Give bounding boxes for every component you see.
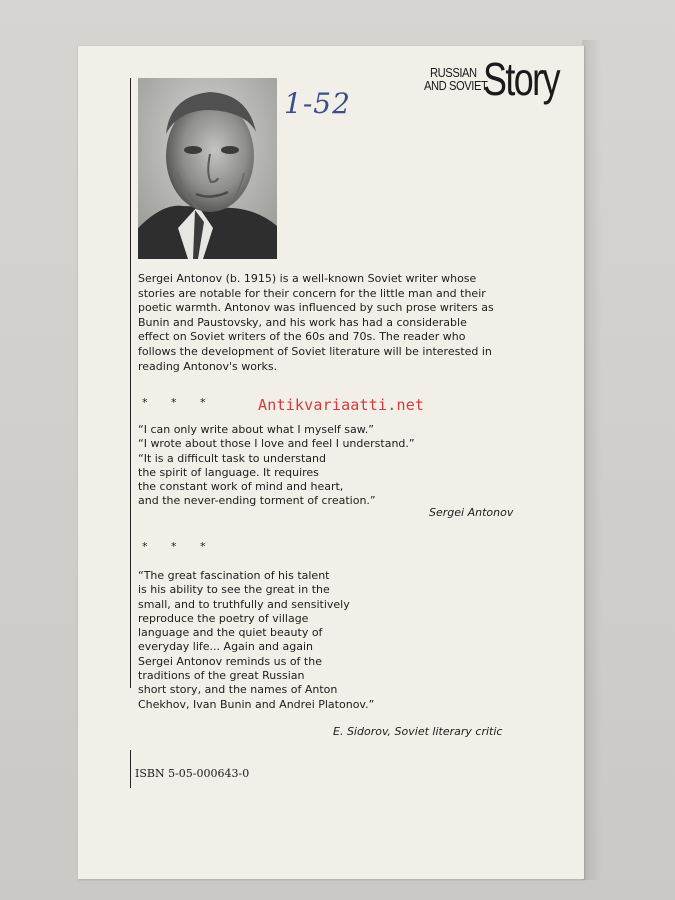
vertical-rule-bottom — [130, 750, 131, 788]
quote-line: reproduce the poetry of village — [138, 611, 309, 625]
bio-line: Sergei Antonov (b. 1915) is a well-known Soviet writer whose — [138, 272, 477, 285]
quote-line: and the never-ending torment of creation.” — [138, 494, 376, 508]
series-logo — [424, 48, 580, 108]
author-biography — [138, 272, 533, 374]
quote-line: “I wrote about those I love and feel I understand.” — [138, 437, 415, 451]
quote-line: is his ability to see the great in the — [138, 583, 330, 597]
logo-and-soviet-text: AND SOVIET — [424, 78, 488, 93]
handwritten-price-note: 1-52 — [284, 87, 351, 120]
bio-line: Bunin and Paustovsky, and his work has had a considerable — [138, 315, 467, 329]
critic-quote — [138, 569, 408, 712]
quote-line: Sergei Antonov reminds us of the — [138, 654, 322, 668]
quote-line: traditions of the great Russian — [138, 669, 305, 683]
author-quote-signature: Sergei Antonov — [429, 506, 514, 519]
quote-line: short story, and the names of Anton — [138, 683, 338, 697]
bio-line: stories are notable for their concern for the little man and their — [138, 286, 486, 300]
book-edge-shadow — [582, 40, 602, 880]
logo-story-text: Story — [483, 53, 559, 105]
quote-line: everyday life... Again and again — [138, 640, 314, 654]
portrait-photo-image — [138, 78, 277, 259]
bio-line: reading Antonov's works. — [138, 359, 278, 373]
quote-line: Chekhov, Ivan Bunin and Andrei Platonov.” — [138, 697, 375, 711]
author-portrait — [138, 78, 277, 259]
isbn-number: ISBN 5-05-000643-0 — [135, 767, 250, 780]
vertical-rule-top — [130, 78, 131, 688]
logo-russian-text: RUSSIAN — [430, 65, 477, 80]
section-separator: * * * — [142, 396, 216, 409]
bio-line: poetic warmth. Antonov was influenced by such prose writers as — [138, 301, 494, 315]
author-quote — [138, 423, 438, 509]
bio-line: follows the development of Soviet literature will be interested in — [138, 344, 492, 358]
quote-line: “I can only write about what I myself saw.” — [138, 423, 374, 436]
quote-line: language and the quiet beauty of — [138, 626, 323, 640]
quote-line: “The great fascination of his talent — [138, 569, 330, 582]
quote-line: the spirit of language. It requires — [138, 465, 319, 479]
watermark-text: Antikvariaatti.net — [258, 396, 425, 414]
quote-line: “It is a difficult task to understand — [138, 451, 326, 465]
critic-quote-signature: E. Sidorov, Soviet literary critic — [333, 725, 503, 738]
section-separator: * * * — [142, 540, 216, 553]
quote-line: the constant work of mind and heart, — [138, 480, 344, 494]
quote-line: small, and to truthfully and sensitively — [138, 597, 350, 611]
bio-line: effect on Soviet writers of the 60s and 70s. The reader who — [138, 330, 466, 344]
